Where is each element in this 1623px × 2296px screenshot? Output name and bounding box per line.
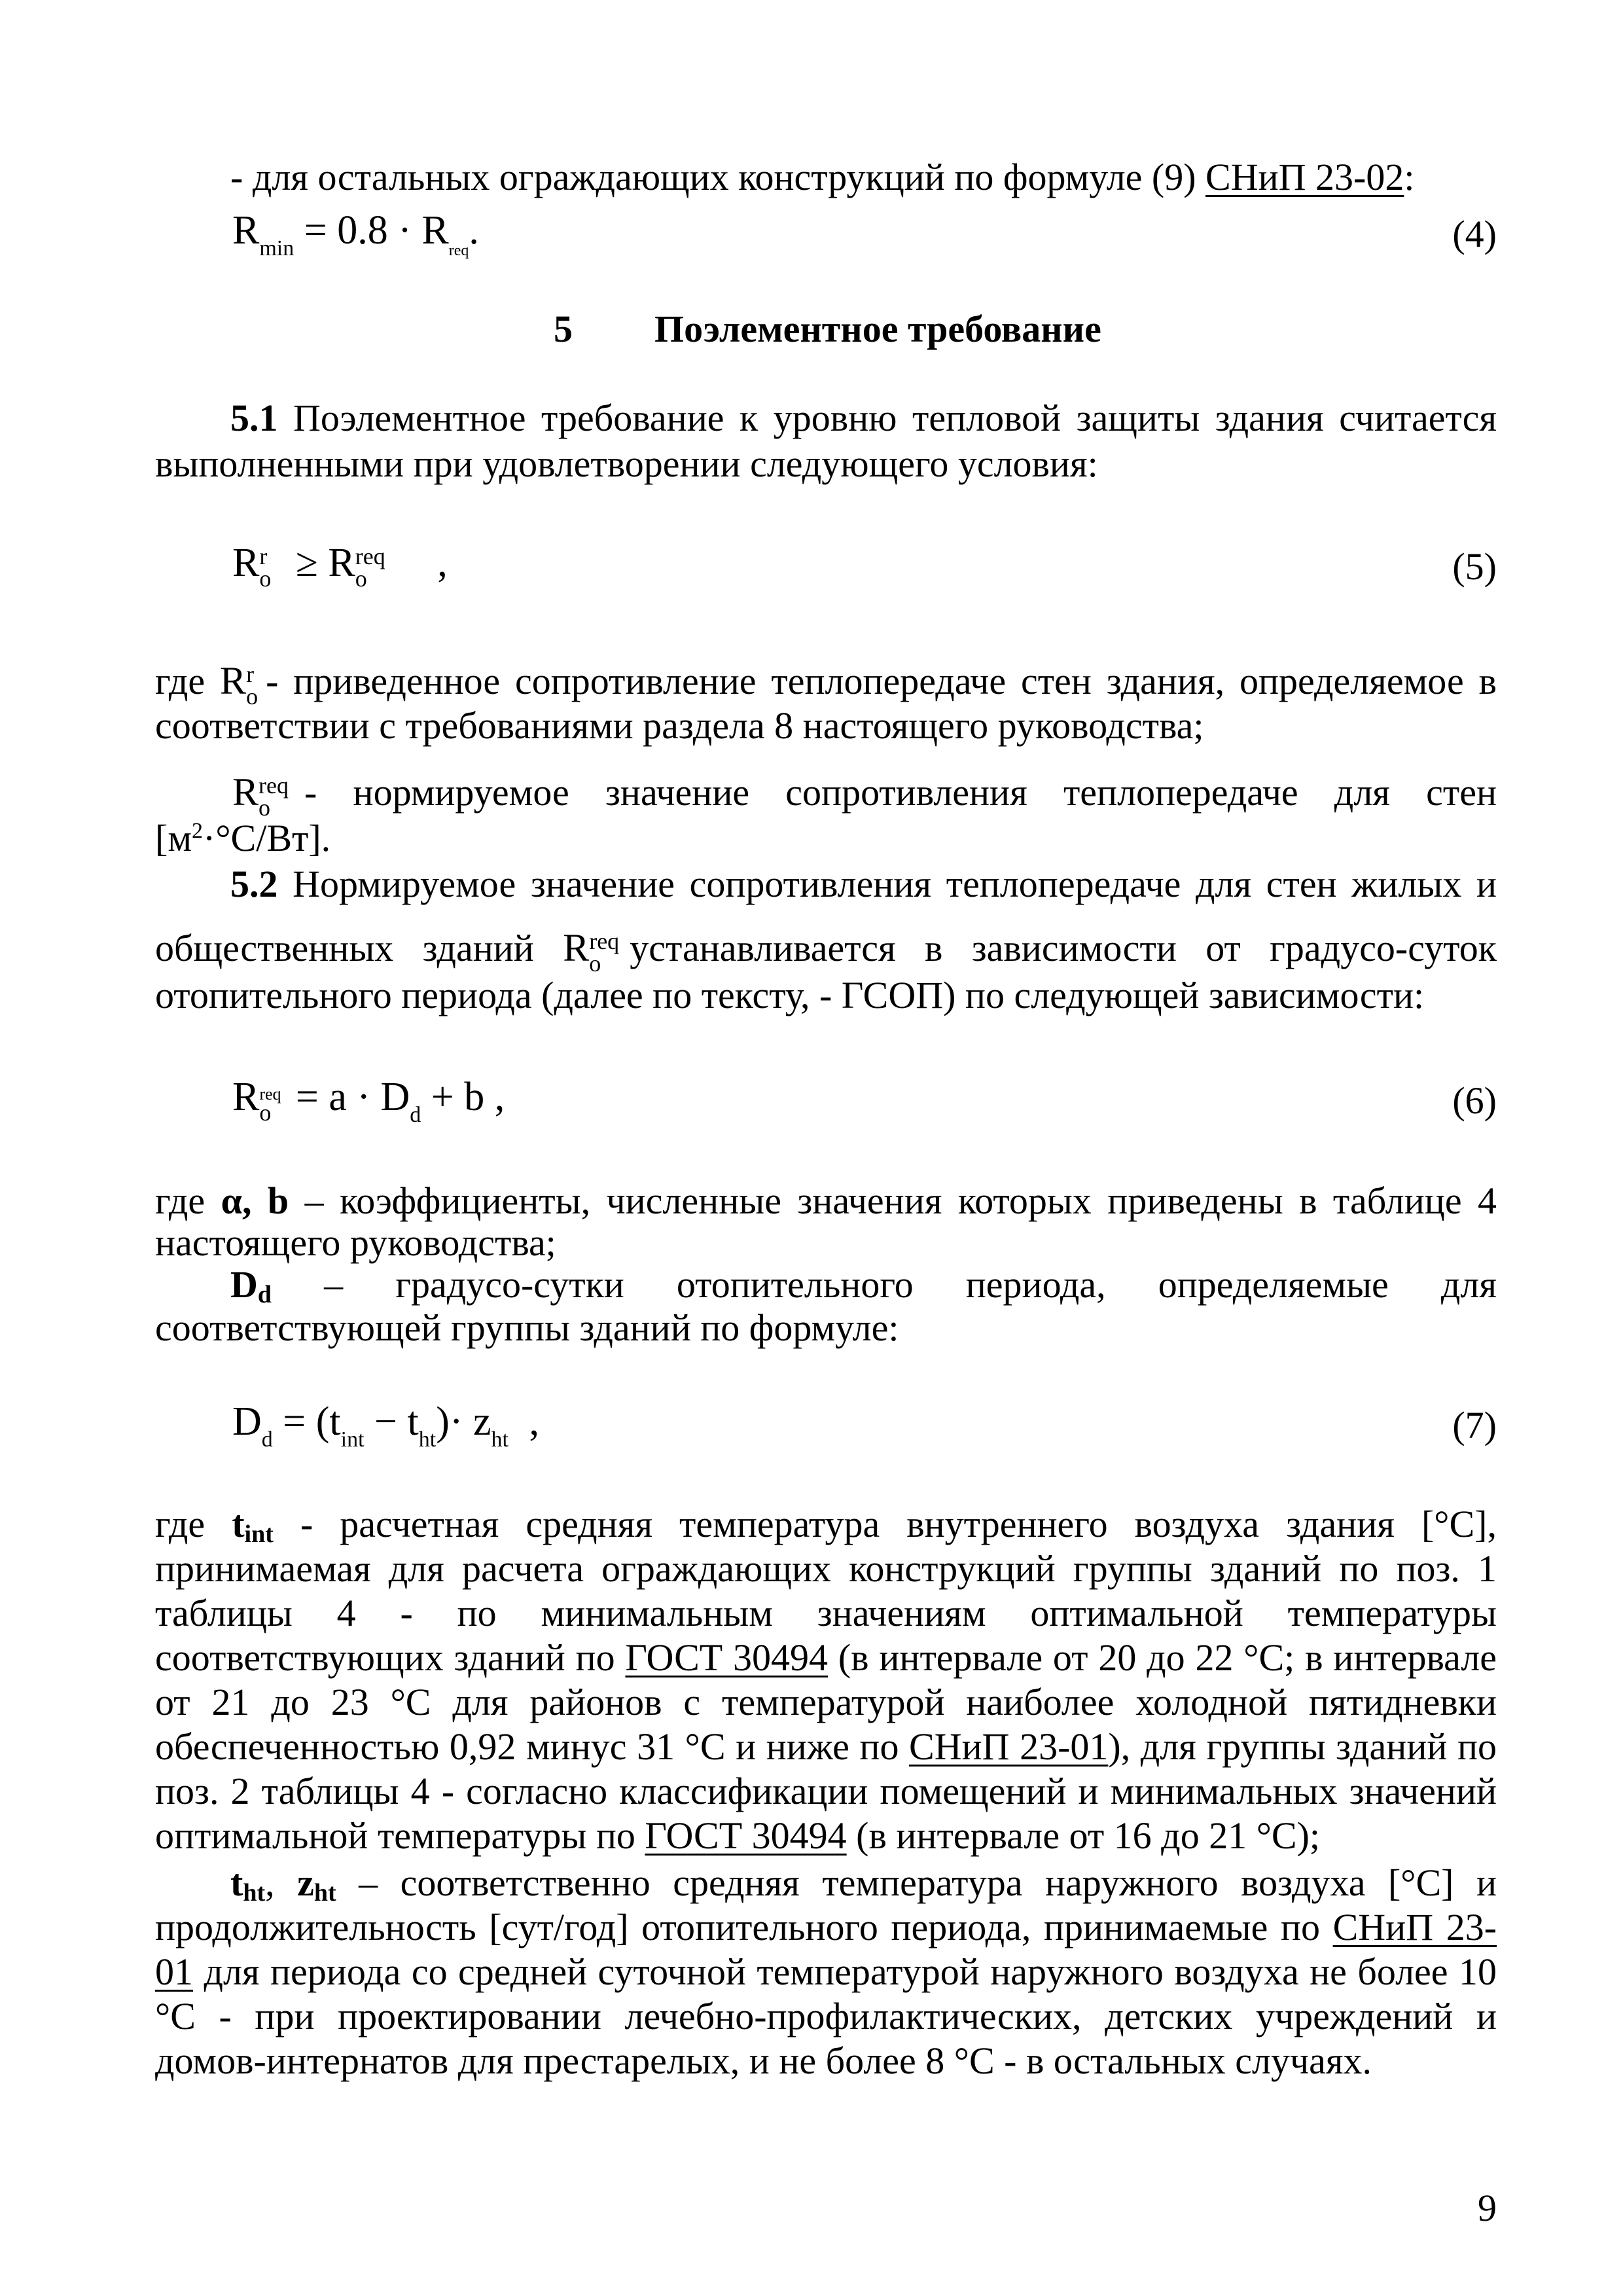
equation-number-6: (6) (1452, 1079, 1497, 1122)
snip-23-01-link-2b[interactable]: 01 (155, 1950, 193, 1993)
def-req-line1: R req o - нормируемое значение сопротивления теплопередаче для стен (232, 770, 1497, 821)
def-r-line2: соответствии с требованиями раздела 8 настоящего руководства; (155, 704, 1204, 747)
p52-line2: общественных зданий R req o устанавливается в зависимости от градусо-суток (155, 926, 1497, 977)
p51-line2: выполненными при удовлетворении следующего условия: (155, 442, 1098, 485)
snip-23-02-link[interactable]: СНиП 23-02 (1205, 156, 1404, 198)
snip-23-01-link-1[interactable]: СНиП 23-01 (909, 1725, 1109, 1768)
def-tint-line4: соответствующих зданий по ГОСТ 30494 (в интервале от 20 до 22 °С; в интервале (155, 1636, 1497, 1679)
formula-4: $R_{min} = 0.8 \cdot R_{req}$. (232, 208, 479, 260)
def-tint-line8: оптимальной температуры по ГОСТ 30494 (в интервале от 16 до 21 °С); (155, 1814, 1321, 1857)
section-title: Поэлементное требование (654, 308, 1101, 350)
snip-23-01-link-2a[interactable]: СНиП 23- (1332, 1906, 1497, 1948)
def-tint-line2: принимаемая для расчета ограждающих конструкций группы зданий по поз. 1 (155, 1547, 1497, 1590)
def-dd-line2: соответствующей группы зданий по формуле: (155, 1306, 899, 1349)
def-ab-line2: настоящего руководства; (155, 1221, 556, 1264)
formula-6: R req o = $a \cdot D_d + b$ , (232, 1075, 505, 1127)
def-tint-line1: где tint - расчетная средняя температура внутреннего воздуха здания [°С], (155, 1503, 1497, 1548)
def-tht-line5: домов-интернатов для престарелых, и не более 8 °С - в остальных случаях. (155, 2039, 1372, 2082)
def-tht-line4: °С - при проектировании лечебно-профилактических, детских учреждений и (155, 1995, 1497, 2037)
formula-7: $D_d = (t_{int} - t_{ht})\cdot z_{ht}$ , (232, 1399, 539, 1452)
def-r-line1: где R r o - приведенное сопротивление теплопередаче стен здания, определяемое в (155, 659, 1497, 709)
def-tht-line3: 01 для периода со средней суточной температурой наружного воздуха не более 10 (155, 1950, 1497, 1993)
def-tint-line5: от 21 до 23 °С для районов с температурой наиболее холодной пятидневки (155, 1681, 1497, 1723)
equation-number-4: (4) (1452, 213, 1497, 255)
equation-number-7: (7) (1452, 1404, 1497, 1446)
intro-line: - для остальных ограждающих конструкций по формуле (9) СНиП 23-02: (230, 156, 1415, 198)
def-req-unit: $[м^2\cdot^\circ С/Вт]$. (155, 817, 331, 859)
p52-line1: 5.2 Нормируемое значение сопротивления теплопередаче для стен жилых и (230, 863, 1497, 905)
equation-number-5: (5) (1452, 545, 1497, 588)
def-ab-line1: где α, b – коэффициенты, численные значения которых приведены в таблице 4 (155, 1179, 1497, 1222)
page-number: 9 (1478, 2187, 1497, 2229)
gost-30494-link-1[interactable]: ГОСТ 30494 (625, 1636, 829, 1679)
def-tint-line3: таблицы 4 - по минимальным значениям оптимальной температуры (155, 1592, 1497, 1634)
gost-30494-link-2[interactable]: ГОСТ 30494 (645, 1814, 847, 1857)
def-tht-line1: tht, zht – соответственно средняя температура наружного воздуха [°С] и (230, 1861, 1497, 1907)
formula-5: R r o ≥ R req o , (232, 541, 448, 592)
p52-line3: отопительного периода (далее по тексту, - ГСОП) по следующей зависимости: (155, 974, 1425, 1016)
p51-line1: 5.1 Поэлементное требование к уровню тепловой защиты здания считается (230, 397, 1497, 439)
section-number: 5 (554, 308, 573, 350)
def-dd-line1: Dd – градусо-сутки отопительного периода, определяемые для (230, 1263, 1497, 1308)
def-tht-line2: продолжительность [сут/год] отопительного периода, принимаемые по СНиП 23- (155, 1906, 1497, 1948)
def-tint-line7: поз. 2 таблицы 4 - согласно классификации помещений и минимальных значений (155, 1770, 1497, 1812)
def-tint-line6: обеспеченностью 0,92 минус 31 °С и ниже по СНиП 23-01), для группы зданий по (155, 1725, 1497, 1768)
